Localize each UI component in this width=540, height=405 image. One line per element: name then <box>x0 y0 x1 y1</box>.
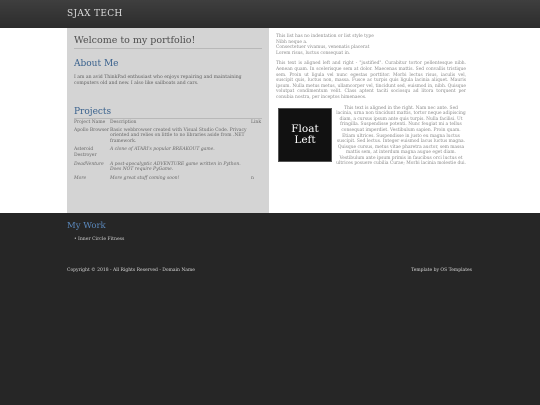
project-link[interactable] <box>251 147 266 161</box>
project-description: More great stuff coming soon! <box>110 175 180 181</box>
project-name: Asteroid Destroyer <box>74 147 97 158</box>
table-row <box>74 147 266 161</box>
float-section <box>276 106 466 190</box>
float-box-line: Left <box>294 133 316 146</box>
main-content <box>0 28 540 213</box>
template-credit-link[interactable]: Template by OS Templates <box>411 268 472 273</box>
projects-table <box>74 120 266 184</box>
float-left-image <box>278 108 332 162</box>
project-description: Basic webbrowser created with Visual Studio Code. Privacy oriented and relies on little to no libraries aside from .NET framework. <box>110 127 247 144</box>
about-text: I am an avid ThinkPad enthusiast who enjoys repairing and maintaining computers old and new. I also like sailboats and cars. <box>74 75 242 87</box>
right-panel <box>276 34 466 190</box>
justified-paragraph: This text is aligned left and right - "justified". Curabitur tortor pellentesque nibh. Aenean quam. In scelerisque sem at dolor. Maecenas mattis. Sed convallis tristique sem. Proin ut ligula vel nunc egestas porttitor. Morbi lectus risus, iaculis vel, suscipit quis, luctus non, massa. Fusce ac turpis quis ligula lacinia aliquet. Mauris ipsum. Nulla metus metus, ullamcorper vel, tincidunt sed, euismod in, nibh. Quisque volutpat condimentum velit. Class aptent taciti sociosqu ad litora torquent per conubia nostra, per inceptos himenaeos. <box>276 61 466 100</box>
work-list <box>74 237 125 242</box>
centered-paragraph: This text is aligned in the right. Nam nec ante. Sed lacinia, urna non tincidunt mattis, tortor neque adipiscing diam, a cursus ipsum ante quis turpis. Nulla facilisi. Ut fringilla. Suspendisse potenti. Nunc feugiat mi a tellus consequat imperdiet. Vestibulum sapien. Proin quam. Etiam ultrices. Suspendisse in justo eu magna luctus suscipit. Sed lectus. Integer euismod lacus luctus magna. Quisque cursus, metus vitae pharetra auctor, sem massa mattis sem, at interdum magna augue eget diam. Vestibulum ante ipsum primis in faucibus orci luctus et ultrices posuere cubilia Curae; Morbi lacinia molestie dui. <box>336 105 466 167</box>
projects-divider <box>74 118 262 119</box>
project-link[interactable] <box>251 162 266 176</box>
project-link[interactable] <box>251 128 266 148</box>
left-panel <box>67 28 269 213</box>
projects-heading: Projects <box>74 107 112 117</box>
site-title[interactable]: SJAX TECH <box>67 9 123 19</box>
project-description: A clone of ATARI's popular BREAKOUT game. <box>110 147 215 153</box>
list-item: This list has no indentation or list style type <box>276 34 374 39</box>
column-header-description: Description <box>110 120 137 125</box>
work-item-link[interactable]: Inner Circle Fitness <box>78 237 125 242</box>
list-item: Consectetuer vivamus, venenatis placerat <box>276 45 370 51</box>
bullet-icon: • <box>74 237 77 242</box>
header-bar <box>0 0 540 28</box>
project-name-link[interactable]: Apollo Browser <box>74 127 110 133</box>
project-name: DeadVenture <box>74 161 104 167</box>
my-work-heading: My Work <box>67 221 106 231</box>
welcome-title: Welcome to my portfolio! <box>74 35 262 49</box>
about-heading: About Me <box>74 59 119 69</box>
column-header-name: Project Name <box>74 120 106 125</box>
table-row <box>74 176 266 185</box>
table-row <box>74 128 266 148</box>
unstyled-list <box>276 34 466 56</box>
list-item: Nibh neque a. <box>276 39 308 45</box>
column-header-link: Link <box>251 120 262 125</box>
list-item: Lorem risus, luctus consequat in. <box>276 50 351 56</box>
copyright-text: Copyright © 2018 - All Rights Reserved - Domain Name <box>67 268 195 273</box>
project-link[interactable]: n <box>251 175 254 181</box>
table-header-row <box>74 120 266 128</box>
project-description: A post-apocalyptic ADVENTURE game written in Python. Does NOT require PyGame. <box>110 161 241 173</box>
table-row <box>74 162 266 176</box>
float-box-line: Float <box>291 122 319 135</box>
project-name: More <box>74 175 87 181</box>
